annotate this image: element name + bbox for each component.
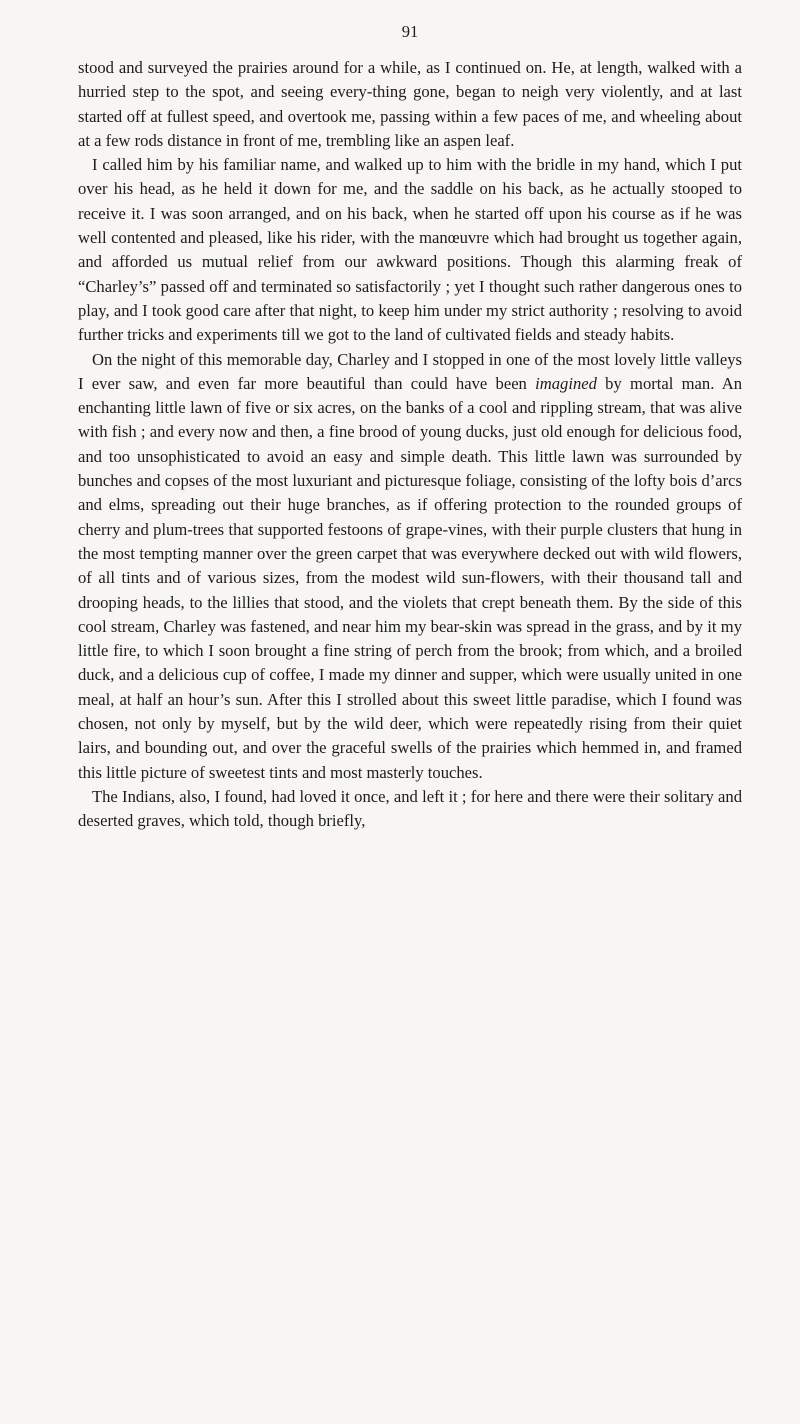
page-number: 91 xyxy=(401,22,419,41)
paragraph-4: The Indians, also, I found, had loved it once, and left it ; for here and there were their solitary and deserted graves, which told, though briefly, xyxy=(78,786,742,831)
paragraph-2: I called him by his familiar name, and walked up to him with the bridle in my hand, which I put over his head, as he held it down for me, and the saddle on his back, as he actually stooped to receive it. I was soon arranged, and on his back, when he started off upon his course as if he was well contented and pleased, like his rider, with the manœuvre which had brought us together again, and afforded us mutual relief from our awkward positions. Though this alarming freak of “Charley’s” passed off and terminated so satisfactorily ; yet I thought such rather dangerous ones to play, and I took good care after that night, to keep him under my strict authority ; resolving to avoid further tricks and experiments till we got to the land of cultivated fields and steady habits. xyxy=(78,155,742,345)
paragraph-3-part-a: On the night of this memorable day, Charley and I stopped in one of the most lovely little valleys I ever saw, and even far more beautiful than could have been xyxy=(78,349,742,393)
italic-word: imagined xyxy=(535,373,597,393)
paragraph-1: stood and surveyed the prairies around for a while, as I continued on. He, at length, walked with a hurried step to the spot, and seeing every-thing gone, began to neigh very violently, and at last started off at fullest speed, and overtook me, passing within a few paces of me, and wheeling about at a few rods distance in front of me, trembling like an aspen leaf. xyxy=(78,58,742,150)
paragraph-3-part-b: by mortal man. An enchanting little lawn of five or six acres, on the banks of a cool and rippling stream, that was alive with fish ; and every now and then, a fine brood of young ducks, just old enough for delicious food, and too unsophisticated to avoid an easy and simple death. This little lawn was surrounded by bunches and copses of the most luxuriant and picturesque foliage, consisting of the lofty bois d’arcs and elms, spreading out their huge branches, as if offering protection to the rounded groups of cherry and plum-trees that supported festoons of grape-vines, with their purple clusters that hung in the most tempting manner over the green carpet that was everywhere decked out with wild flowers, of all tints and of various sizes, from the modest wild sun-flowers, with their thousand tall and drooping heads, to the lillies that stood, and the violets that crept beneath them. By the side of this cool stream, Charley was fastened, and near him my bear-skin was spread in the grass, and by it my little fire, to which I soon brought a fine string of perch from the brook; from which, and a broiled duck, and a delicious cup of coffee, I made my dinner and supper, which were usually united in one meal, at half an hour’s sun. After this I strolled about this sweet little paradise, which I found was chosen, not only by myself, but by the wild deer, which were repeatedly rising from their quiet lairs, and bounding out, and over the graceful swells of the prairies which hemmed in, and framed this little picture of sweetest tints and most masterly touches. xyxy=(78,373,743,782)
book-page xyxy=(78,22,742,834)
paragraph-3 xyxy=(78,348,742,785)
